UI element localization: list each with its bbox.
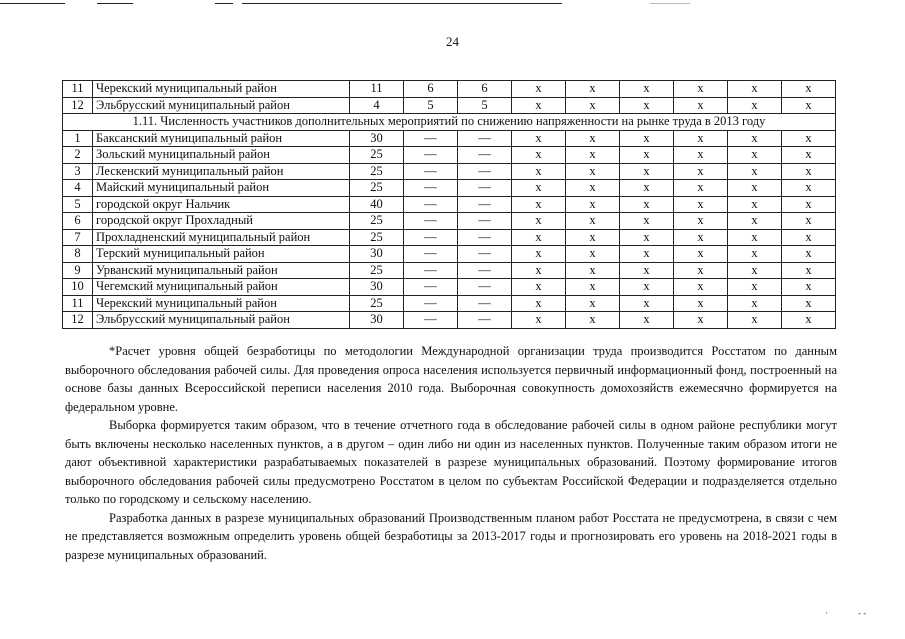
- table-row: [63, 81, 836, 98]
- municipality-name: Зольский муниципальный район: [93, 147, 350, 164]
- value-cell: х: [728, 97, 782, 114]
- value-cell: х: [620, 279, 674, 296]
- value-cell: х: [728, 262, 782, 279]
- row-number: 11: [63, 295, 93, 312]
- value-cell: х: [566, 229, 620, 246]
- value-cell: х: [512, 196, 566, 213]
- value-cell: х: [674, 229, 728, 246]
- value-cell: х: [620, 295, 674, 312]
- value-cell: 5: [458, 97, 512, 114]
- table-row: [63, 295, 836, 312]
- municipality-name: Урванский муниципальный район: [93, 262, 350, 279]
- value-cell: х: [674, 295, 728, 312]
- value-cell: х: [620, 262, 674, 279]
- value-cell: х: [512, 130, 566, 147]
- table-row: [63, 246, 836, 263]
- municipality-name: городской округ Прохладный: [93, 213, 350, 230]
- value-cell: х: [782, 279, 836, 296]
- value-cell: х: [728, 147, 782, 164]
- value-cell: х: [512, 147, 566, 164]
- table-row: [63, 180, 836, 197]
- value-cell: х: [566, 81, 620, 98]
- value-cell: х: [512, 312, 566, 329]
- value-cell: —: [404, 312, 458, 329]
- value-cell: —: [404, 262, 458, 279]
- municipality-name: Чегемский муниципальный район: [93, 279, 350, 296]
- value-cell: х: [512, 180, 566, 197]
- value-cell: х: [620, 312, 674, 329]
- value-cell: —: [458, 147, 512, 164]
- value-cell: х: [782, 97, 836, 114]
- value-cell: —: [404, 163, 458, 180]
- value-cell: х: [512, 213, 566, 230]
- value-cell: х: [566, 97, 620, 114]
- value-cell: х: [674, 262, 728, 279]
- table-row: [63, 163, 836, 180]
- row-number: 7: [63, 229, 93, 246]
- value-cell: 6: [458, 81, 512, 98]
- value-cell: х: [782, 180, 836, 197]
- value-cell: —: [404, 213, 458, 230]
- scan-mark: - -: [858, 608, 867, 618]
- value-cell: х: [566, 147, 620, 164]
- table-row: [63, 279, 836, 296]
- row-number: 10: [63, 279, 93, 296]
- value-cell: —: [458, 163, 512, 180]
- value-cell: х: [512, 81, 566, 98]
- note-paragraph: *Расчет уровня общей безработицы по методологии Международной организации труда производится Росстатом по данным выборочного обследования рабочей силы. Для проведения опроса населения используется первичный информационный фонд, построенный на основе базы данных Всероссийской переписи населения 2010 года. Выборочная совокупность домохозяйств ежемесячно формируется на федеральном уровне.: [65, 344, 837, 414]
- scan-mark: ·: [825, 608, 828, 618]
- municipality-name: Эльбрусский муниципальный район: [93, 312, 350, 329]
- municipality-name: городской округ Нальчик: [93, 196, 350, 213]
- value-cell: х: [512, 163, 566, 180]
- value-cell: х: [566, 130, 620, 147]
- value-cell: —: [404, 180, 458, 197]
- value-cell: 6: [404, 81, 458, 98]
- value-cell: 25: [350, 262, 404, 279]
- top-scan-line: [0, 3, 65, 4]
- table-row: [63, 97, 836, 114]
- value-cell: х: [728, 246, 782, 263]
- municipality-name: Прохладненский муниципальный район: [93, 229, 350, 246]
- value-cell: —: [458, 229, 512, 246]
- table-row: [63, 229, 836, 246]
- value-cell: —: [404, 279, 458, 296]
- value-cell: 5: [404, 97, 458, 114]
- value-cell: —: [458, 279, 512, 296]
- value-cell: 40: [350, 196, 404, 213]
- row-number: 5: [63, 196, 93, 213]
- value-cell: х: [566, 246, 620, 263]
- value-cell: х: [674, 196, 728, 213]
- value-cell: х: [728, 229, 782, 246]
- value-cell: х: [512, 279, 566, 296]
- row-number: 8: [63, 246, 93, 263]
- value-cell: —: [404, 295, 458, 312]
- value-cell: х: [782, 213, 836, 230]
- value-cell: х: [674, 246, 728, 263]
- value-cell: х: [566, 279, 620, 296]
- value-cell: х: [728, 312, 782, 329]
- value-cell: х: [674, 213, 728, 230]
- value-cell: х: [674, 312, 728, 329]
- value-cell: х: [728, 130, 782, 147]
- top-scan-line: [242, 3, 562, 4]
- value-cell: 25: [350, 147, 404, 164]
- value-cell: х: [674, 97, 728, 114]
- municipality-name: Терский муниципальный район: [93, 246, 350, 263]
- value-cell: х: [620, 97, 674, 114]
- table-row: [63, 312, 836, 329]
- value-cell: 25: [350, 163, 404, 180]
- value-cell: х: [782, 295, 836, 312]
- value-cell: —: [458, 262, 512, 279]
- table-body: [63, 81, 836, 329]
- value-cell: х: [566, 312, 620, 329]
- value-cell: х: [728, 213, 782, 230]
- value-cell: х: [674, 163, 728, 180]
- value-cell: х: [674, 81, 728, 98]
- page-number: 24: [446, 34, 459, 49]
- row-number: 12: [63, 312, 93, 329]
- municipality-name: Эльбрусский муниципальный район: [93, 97, 350, 114]
- table-row: [63, 213, 836, 230]
- value-cell: х: [620, 213, 674, 230]
- value-cell: х: [728, 295, 782, 312]
- value-cell: х: [512, 97, 566, 114]
- value-cell: х: [728, 180, 782, 197]
- value-cell: х: [512, 262, 566, 279]
- value-cell: —: [458, 130, 512, 147]
- row-number: 6: [63, 213, 93, 230]
- value-cell: 30: [350, 246, 404, 263]
- row-number: 12: [63, 97, 93, 114]
- value-cell: х: [566, 262, 620, 279]
- value-cell: х: [566, 163, 620, 180]
- municipality-name: Черекский муниципальный район: [93, 295, 350, 312]
- value-cell: х: [782, 163, 836, 180]
- value-cell: х: [566, 180, 620, 197]
- value-cell: —: [404, 130, 458, 147]
- row-number: 11: [63, 81, 93, 98]
- value-cell: х: [512, 246, 566, 263]
- value-cell: х: [620, 196, 674, 213]
- row-number: 2: [63, 147, 93, 164]
- value-cell: —: [458, 312, 512, 329]
- value-cell: х: [566, 213, 620, 230]
- value-cell: —: [404, 246, 458, 263]
- value-cell: х: [782, 81, 836, 98]
- municipality-name: Черекский муниципальный район: [93, 81, 350, 98]
- value-cell: х: [674, 147, 728, 164]
- table-row: [63, 147, 836, 164]
- notes-block: [65, 342, 837, 564]
- value-cell: х: [674, 279, 728, 296]
- value-cell: х: [782, 262, 836, 279]
- value-cell: 4: [350, 97, 404, 114]
- value-cell: —: [458, 246, 512, 263]
- value-cell: х: [620, 130, 674, 147]
- value-cell: х: [620, 163, 674, 180]
- value-cell: х: [620, 147, 674, 164]
- value-cell: 30: [350, 279, 404, 296]
- note-paragraph: Разработка данных в разрезе муниципальных образований Производственным планом работ Росстата не предусмотрена, в связи с чем не представляется возможным определить уровень общей безработицы за 2013-2017 годы и прогнозировать его уровень на 2018-2021 годы в разрезе муниципальных образований.: [65, 510, 837, 562]
- value-cell: х: [620, 81, 674, 98]
- value-cell: х: [674, 180, 728, 197]
- value-cell: —: [404, 196, 458, 213]
- value-cell: 25: [350, 213, 404, 230]
- value-cell: —: [458, 213, 512, 230]
- section-title: 1.11. Численность участников дополнительных мероприятий по снижению напряженности на рынке труда в 2013 году: [63, 114, 836, 131]
- value-cell: х: [728, 196, 782, 213]
- row-number: 4: [63, 180, 93, 197]
- value-cell: х: [782, 196, 836, 213]
- municipality-name: Лескенский муниципальный район: [93, 163, 350, 180]
- data-table: [62, 80, 836, 329]
- value-cell: х: [728, 279, 782, 296]
- value-cell: х: [728, 81, 782, 98]
- value-cell: х: [620, 229, 674, 246]
- municipality-name: Баксанский муниципальный район: [93, 130, 350, 147]
- row-number: 9: [63, 262, 93, 279]
- value-cell: 11: [350, 81, 404, 98]
- value-cell: х: [782, 312, 836, 329]
- value-cell: х: [782, 246, 836, 263]
- value-cell: —: [404, 229, 458, 246]
- value-cell: 25: [350, 229, 404, 246]
- value-cell: х: [782, 147, 836, 164]
- top-scan-line: [215, 3, 233, 4]
- value-cell: 25: [350, 295, 404, 312]
- top-scan-line: [650, 3, 690, 4]
- value-cell: х: [620, 180, 674, 197]
- top-scan-line: [97, 3, 133, 4]
- row-number: 1: [63, 130, 93, 147]
- value-cell: 30: [350, 130, 404, 147]
- value-cell: —: [458, 196, 512, 213]
- value-cell: —: [404, 147, 458, 164]
- value-cell: х: [782, 130, 836, 147]
- value-cell: —: [458, 180, 512, 197]
- municipality-name: Майский муниципальный район: [93, 180, 350, 197]
- table-row: [63, 196, 836, 213]
- value-cell: х: [566, 295, 620, 312]
- value-cell: 30: [350, 312, 404, 329]
- value-cell: х: [512, 295, 566, 312]
- value-cell: х: [512, 229, 566, 246]
- value-cell: —: [458, 295, 512, 312]
- note-paragraph: Выборка формируется таким образом, что в течение отчетного года в обследование рабочей силы в одном районе республики могут быть включены несколько населенных пунктов, а в другом – один либо ни один из населенных пунктов. Полученные таким образом итоги не дают объективной характеристики разрабатываемых показателей в разрезе муниципальных образований. Поэтому формирование итогов выборочного обследования рабочей силы предусмотрено Росстатом в целом по субъектам Российской Федерации и подразделяется отдельно только по городскому и сельскому населению.: [65, 418, 837, 506]
- value-cell: х: [674, 130, 728, 147]
- table-row: [63, 130, 836, 147]
- table-row: [63, 262, 836, 279]
- row-number: 3: [63, 163, 93, 180]
- value-cell: х: [782, 229, 836, 246]
- section-header-row: [63, 114, 836, 131]
- value-cell: 25: [350, 180, 404, 197]
- value-cell: х: [566, 196, 620, 213]
- value-cell: х: [620, 246, 674, 263]
- value-cell: х: [728, 163, 782, 180]
